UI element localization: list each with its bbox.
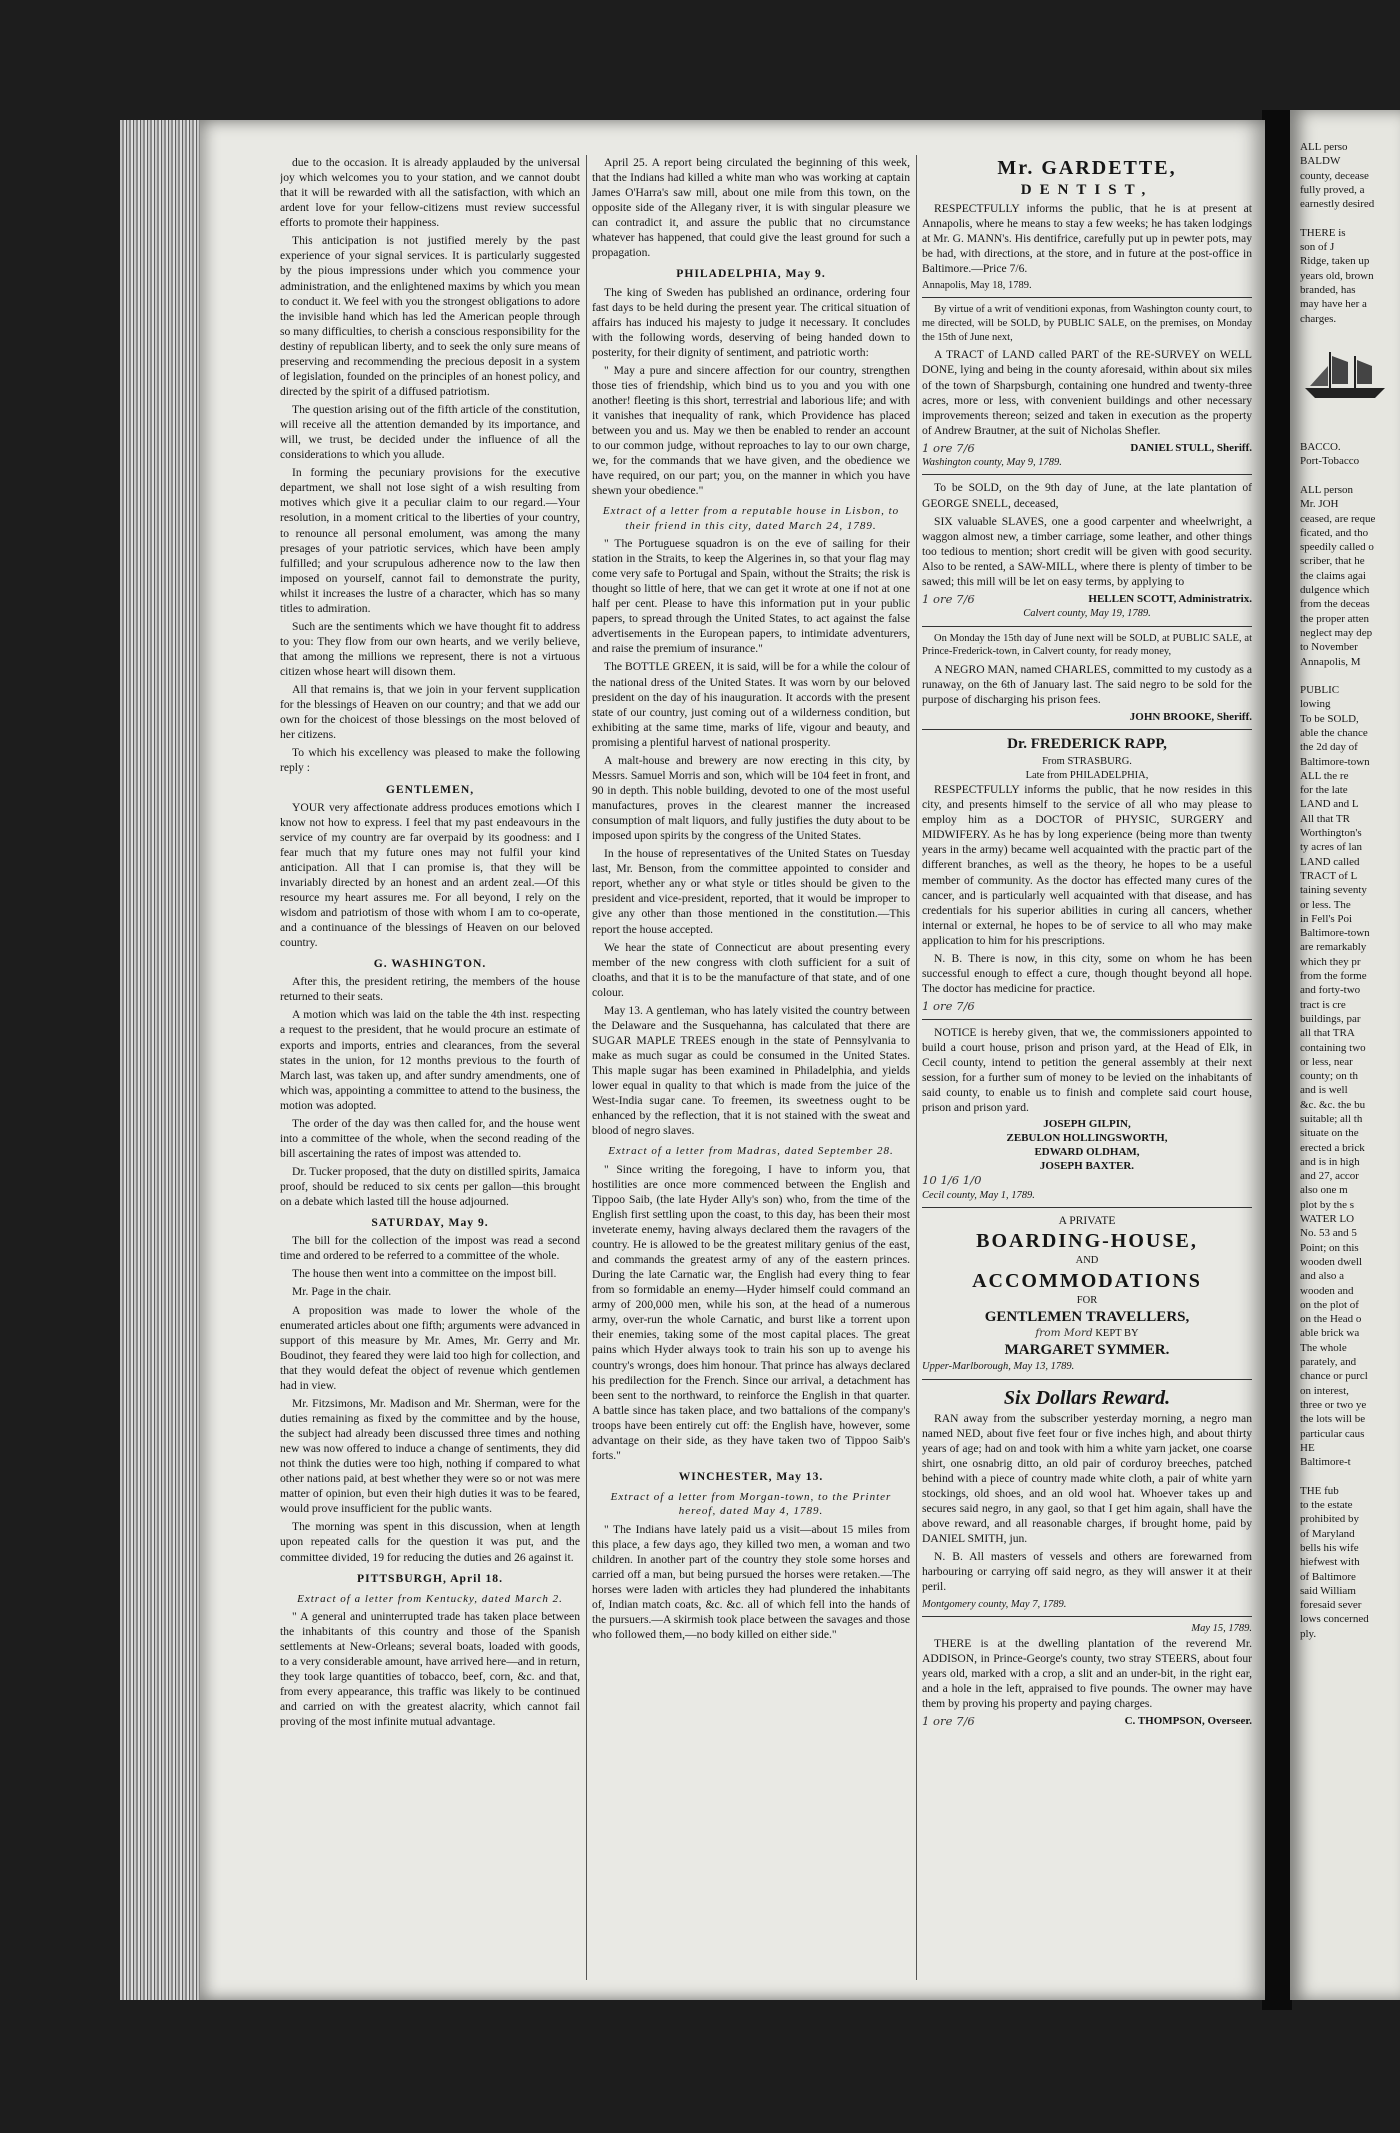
ad-stull-body: By virtue of a writ of venditioni exponas, from Washington county court, to me directed, will be SOLD, by PUBLIC SALE, on the premises, on Monday the 15th of June next, — [922, 304, 1252, 343]
facing-page-line: the claims agai — [1300, 569, 1366, 582]
ad-charles-body: On Monday the 15th day of June next will be SOLD, at PUBLIC SALE, at Prince-Frederick-town, in Calvert county, for ready money, — [922, 632, 1252, 658]
ad-stull-signature: DANIEL STULL, Sheriff. — [1130, 441, 1252, 454]
commissioner-name: EDWARD OLDHAM, — [1034, 1145, 1140, 1158]
extract-madras: Extract of a letter from Madras, dated September 28. — [608, 1145, 894, 1158]
ad-snell-slaves: SIX valuable SLAVES, one a good carpenter and wheelwright, a waggon almost new, a timber carriage, some leather, and other things too tedious to mention; short credit will be given with good security. Also to be rented, a SAW-MILL, where there is plenty of timber to be sawed; this mill will be let on easy terms, by applying to — [922, 514, 1252, 588]
facing-page-line: TRACT of L — [1300, 869, 1358, 882]
facing-page-line: hiefwest with — [1300, 1556, 1360, 1569]
facing-page-line: charges. — [1300, 312, 1337, 325]
facing-page-line: lowing — [1300, 698, 1331, 711]
divider — [922, 1616, 1252, 1617]
facing-page-line: ty acres of lan — [1300, 841, 1362, 854]
paragraph: The house then went into a committee on the impost bill. — [292, 1267, 557, 1281]
paragraph: Dr. Tucker proposed, that the duty on distilled spirits, Jamaica proof, should be reduced to six cents per gallon—this brought on a debate which lasted till the house adjourned. — [280, 1165, 580, 1209]
facing-page-line: PUBLIC — [1300, 684, 1340, 697]
facing-page-line: buildings, par — [1300, 1012, 1361, 1025]
gutter — [1262, 110, 1292, 2010]
facing-page-line — [1300, 1469, 1395, 1483]
facing-page-line: Ridge, taken up — [1300, 255, 1370, 268]
heading-saturday: SATURDAY, May 9. — [371, 1216, 489, 1230]
facing-page-line: To be SOLD, — [1300, 712, 1359, 725]
paragraph: The bill for the collection of the impost was read a second time and ordered to be referred to a committee of the whole. — [280, 1234, 580, 1263]
paragraph: Such are the sentiments which we have thought fit to address to you: They flow from our own hearts, and we verily believe, that among the millions we represent, there is not a virtuous citizen whose heart will disown them. — [280, 619, 580, 679]
column-1 — [280, 155, 580, 1980]
paragraph: May 13. A gentleman, who has lately visited the country between the Delaware and the Susquehanna, has calculated that there are SUGAR MAPLE TREES enough in the state of Pennsylvania to make as much sugar as could be consumed in the United States. This maple sugar has been examined in Philadelphia, and yields lower equal in quality to that which is made from the juice of the West-India sugar cane. To freemen, its sweetness ought to be enhanced by the reflection, that it is not stained with the sweat and blood of negro slaves. — [592, 1003, 910, 1138]
facing-page-line: LAND called — [1300, 855, 1360, 868]
ad-notice-date: Cecil county, May 1, 1789. — [922, 1189, 1035, 1201]
boarding-line — [922, 1327, 1252, 1341]
facing-page-line: ficated, and tho — [1300, 526, 1369, 539]
facing-page-line: and forty-two — [1300, 984, 1361, 997]
facing-page-line: particular caus — [1300, 1427, 1365, 1440]
facing-page-line: earnestly desired — [1300, 198, 1375, 211]
facing-page-line: of Maryland — [1300, 1527, 1355, 1540]
ad-reward-nb: N. B. All masters of vessels and others are forewarned from harbouring or carrying off said negro, as they will answer it at their peril. — [922, 1550, 1252, 1594]
paragraph: " The Portuguese squadron is on the eve of sailing for their station in the Straits, to keep the Algerines in, so that your flag may come very safe to Portugal and Spain, without the Straits; the risk is thought so little of here, that we can get it wrote at one if not at one half per cent. Please to have this information put in your public papers, to spread through the United States, to act against the false advertisements in the European papers, to intimidate adventurers, and raise the premium of insurance." — [592, 536, 910, 656]
facing-page-line: which they pr — [1300, 955, 1361, 968]
facing-page-line: county, decease — [1300, 169, 1369, 182]
facing-page-line: said William — [1300, 1584, 1356, 1597]
facing-page-line: erected a brick — [1300, 1141, 1365, 1154]
heading-pittsburgh: PITTSBURGH, April 18. — [357, 1571, 503, 1585]
facing-page-line: The whole — [1300, 1341, 1347, 1354]
facing-page-line: THERE is — [1300, 226, 1346, 239]
divider — [922, 729, 1252, 730]
facing-page-line: taining seventy — [1300, 884, 1367, 897]
paragraph: The BOTTLE GREEN, it is said, will be for a while the colour of the national dress of the United States. It was worn by our beloved president on the day of his inauguration. It accords with the present state of our country, just coming out of a wilderness condition, but exhibiting at the same time, marks of life, vigour and beauty, and promising a plentiful harvest of national prosperity. — [592, 660, 910, 749]
ad-gardette-date: Annapolis, May 18, 1789. — [922, 279, 1032, 291]
paragraph: Mr. Fitzsimons, Mr. Madison and Mr. Sherman, were for the duties remaining as fixed by the committee and by the house, the subject had already been discussed three times and nothing new was now offered to induce a change of sentiments, they did not think the duties were too high, nothing if compared to what other nations paid, at best whether they were so or not was mere matter of opinion, but even their high duties it was to be feared, would prove insufficient for the public wants. — [280, 1396, 580, 1516]
heading-winchester: WINCHESTER, May 13. — [678, 1469, 824, 1483]
divider — [922, 1019, 1252, 1020]
boarding-kept-by: KEPT BY — [1095, 1328, 1139, 1339]
facing-page-line — [1300, 669, 1395, 683]
facing-page-line — [1300, 469, 1395, 483]
facing-page-line — [1300, 426, 1395, 440]
boarding-line: GENTLEMEN TRAVELLERS, — [984, 1308, 1190, 1325]
facing-page-line: three or two ye — [1300, 1398, 1367, 1411]
column-rule — [916, 155, 917, 1980]
facing-page-line: and 27, accor — [1300, 1170, 1359, 1183]
facing-page-line: No. 53 and 5 — [1300, 1227, 1357, 1240]
divider — [922, 297, 1252, 298]
divider — [922, 1207, 1252, 1208]
facing-page-line: ceased, are reque — [1300, 512, 1376, 525]
divider — [922, 1379, 1252, 1380]
facing-page-line: Point; on this — [1300, 1241, 1359, 1254]
paragraph: We hear the state of Connecticut are about presenting every member of the new congress with cloth sufficient for a suit of cloaths, and that it is to be the manufacture of that state, and of one colour. — [592, 940, 910, 999]
paragraph: " May a pure and sincere affection for our country, strengthen those ties of friendship, which bind us to you and you with one another! fleeting is this short, terrestrial and laborious life; and with it vanishes that inequality of rank, which Providence has placed between you and us. May we then be enabled to render an account to our common judge, without reproaches to lay to our own charge, we, for the commands that we have given, and the obedience we have required, on our part; you, on the manner in which you have shewn your obedience." — [592, 363, 910, 498]
paragraph: All that remains is, that we join in your fervent supplication for the blessings of Heaven on our country; and that we add our own for the choicest of those blessings on the most beloved of her citizens. — [280, 683, 580, 742]
commissioner-name: JOSEPH BAXTER. — [1039, 1159, 1135, 1172]
facing-page-line: containing two — [1300, 1041, 1366, 1054]
handwritten-note: 1 ore 7/6 — [922, 1714, 975, 1729]
facing-page-line: to November — [1300, 641, 1358, 654]
facing-page-line: on the Head o — [1300, 1313, 1362, 1326]
facing-page-line: Port-Tobacco — [1300, 455, 1360, 468]
facing-page-line: of Baltimore — [1300, 1570, 1356, 1583]
facing-page-line: lows concerned — [1300, 1613, 1369, 1626]
facing-page-line: THE fub — [1300, 1484, 1339, 1497]
heading-philadelphia: PHILADELPHIA, May 9. — [676, 267, 826, 281]
column-3-advertisements — [922, 155, 1252, 1980]
ad-stull-tract: A TRACT of LAND called PART of the RE-SURVEY on WELL DONE, lying and being in the county aforesaid, within about six miles of the town of Sharpsburgh, containing one hundred and twenty-three acres, more or less, with convenient buildings and other necessary improvements thereon; seized and taken in execution as the property of Andrew Brautner, at the suit of Nicholas Shefler. — [922, 348, 1252, 437]
ad-rapp-body: RESPECTFULLY informs the public, that he now resides in this city, and presents himself to the service of all who may please to employ him as a DOCTOR of PHYSIC, SURGERY and MIDWIFERY. As he has by long experience (being more than twenty years in the army) became well acquainted with the practic part of the different branches, as well as the theory, he hopes to be a useful member of community. As the doctor has effected many cures of the cancer, and is particularly well acquainted with that disease, and has credentials for his superior abilities in curing all cancers, whether internal or external, he hopes to be of service to all who may make application to him for his prescriptions. — [922, 783, 1252, 947]
ad-gardette-title: Mr. GARDETTE, — [997, 157, 1177, 179]
paragraph: due to the occasion. It is already applauded by the universal joy which welcomes you to your station, and we cannot doubt that it will be rewarded with all the satisfaction, with which an ardent love for your fellow-citizens must review successful efforts to promote their happiness. — [280, 156, 580, 230]
facing-page-line: all that TRA — [1300, 1027, 1355, 1040]
ad-rapp-title: Dr. FREDERICK RAPP, — [1007, 736, 1167, 753]
facing-page-line: chance or purcl — [1300, 1370, 1368, 1383]
facing-page-line: situate on the — [1300, 1127, 1359, 1140]
facing-page-line: the 2d day of — [1300, 741, 1358, 754]
divider — [922, 474, 1252, 475]
paragraph: This anticipation is not justified merely by the past experience of your signal services. It is particularly suggested by the pious impressions under which you commence your administration, and the enlightened maxims by which you mean to conduct it. We feel with you the strongest obligations to adore the invisible hand which has led the American people through so many difficulties, to cherish a conscious responsibility for the destiny of republican liberty, and to seek the only sure means of preserving and recommending the precious deposit in a system of legislation, founded on the principles of an honest policy, and directed by the spirit of a diffused patriotism. — [280, 234, 580, 398]
ad-snell-signature: HELLEN SCOTT, Administratrix. — [1088, 592, 1252, 605]
facing-page-line: to the estate — [1300, 1499, 1353, 1512]
signature-washington: G. WASHINGTON. — [373, 957, 487, 971]
facing-page-line: on the plot of — [1300, 1298, 1359, 1311]
paragraph: The question arising out of the fifth article of the constitution, will receive all the attention demanded by its importance, and will, we trust, be decided under the influence of all the considerations to which you allude. — [280, 403, 580, 462]
paragraph: " A general and uninterrupted trade has taken place between the inhabitants of this country and those of the Spanish settlements at New-Orleans; several boats, loaded with goods, to a very considerable amount, have arrived here—and in return, they took large quantities of tobacco, beef, corn, &c. and that, from every appearance, this traffic was likely to be continued and carried on with the greatest alacrity, which cannot fail proving of the most infinite mutual advantage. — [280, 1609, 580, 1729]
facing-page-line: fully proved, a — [1300, 183, 1365, 196]
facing-page-line: scriber, that he — [1300, 555, 1365, 568]
handwritten-note: from Mord — [1035, 1327, 1093, 1339]
paragraph: A malt-house and brewery are now erecting in this city, by Messrs. Samuel Morris and son, which will be 104 feet in front, and 90 in depth. This noble building, devoted to one of the most useful manufactures, proves in the clearest manner the increased consumption of malt liquors, and fully justifies the duty about to be imposed upon spirits by the congress of the United States. — [592, 753, 910, 843]
facing-page-line: years old, brown — [1300, 269, 1374, 282]
facing-page-line: ply. — [1300, 1627, 1317, 1640]
paragraph: In forming the pecuniary provisions for the executive department, we shall not lose sight of a wish resulting from motives which give it a peculiar claim to our regard.—Your resolution, in a moment critical to the liberties of your country, to renounce all personal emolument, was among the many presages of your patriotic services, which have been amply fulfilled; and your scrupulous adherence now to the law then imposed on yourself, cannot fail to demonstrate the purity, whilst it increases the lustre of a character, which has so many titles to admiration. — [280, 466, 580, 615]
facing-page-line: in Fell's Poi — [1300, 912, 1353, 925]
facing-page-line: and is well — [1300, 1084, 1348, 1097]
facing-page-line: on interest, — [1300, 1384, 1349, 1397]
facing-page-column — [1300, 140, 1395, 1641]
facing-page-line: WATER LO — [1300, 1213, 1355, 1226]
facing-page-line: HE — [1300, 1441, 1315, 1454]
paragraph: The king of Sweden has published an ordinance, ordering four fast days to be held during the present year. The critical situation of affairs has induced his majesty to judge it necessary. It concludes with the following words, deserving of being handed down to posterity, for their dignity of sentiment, and patriotic worth: — [592, 285, 910, 359]
facing-page-line: and is in high — [1300, 1155, 1360, 1168]
facing-page-line: All that TR — [1300, 812, 1350, 825]
boarding-line: A PRIVATE — [1058, 1214, 1116, 1228]
book-edge — [120, 120, 210, 2000]
paragraph: The morning was spent in this discussion, when at length upon repeated calls for the question it was put, and the committee divided, 19 for reducing the duties and 26 against it. — [280, 1520, 580, 1564]
ad-notice-names — [922, 1118, 1252, 1173]
facing-page-line: ALL the re — [1300, 769, 1349, 782]
facing-page-line — [1300, 211, 1395, 225]
ad-reward-date: Montgomery county, May 7, 1789. — [922, 1598, 1067, 1610]
paragraph: The order of the day was then called for, and the house went into a committee of the whole, when the second reading of the bill ascertaining the rates of impost was attended to. — [280, 1116, 580, 1160]
facing-page-line: ALL perso — [1300, 141, 1348, 153]
ad-rapp-nb: N. B. There is now, in this city, some on whom he has been successful enough to effect a cure, though thought beyond all hope. The doctor has medicine for practice. — [922, 951, 1252, 995]
facing-page-line: ALL person — [1300, 483, 1354, 496]
facing-page-line: prohibited by — [1300, 1513, 1359, 1526]
ship-icon — [1300, 346, 1390, 401]
facing-page-line: wooden dwell — [1300, 1255, 1363, 1268]
ad-stull-date: Washington county, May 9, 1789. — [922, 456, 1062, 468]
facing-page-line: tract is cre — [1300, 998, 1346, 1011]
paragraph: A proposition was made to lower the whole of the enumerated articles about one fifth; arguments were advanced in support of this measure by Mr. Ames, Mr. Gerry and Mr. Boudinot, they feared they were laid too high for collection, and that they would defeat the object of revenue which gentlemen had in view. — [280, 1303, 580, 1392]
paragraph: April 25. A report being circulated the beginning of this week, that the Indians had killed a white man who was working at captain James O'Harra's saw mill, about one mile from this town, on the opposite side of the Allegany river, it is with singular pleasure we can contradict it, and assure the public that no circumstance whatever has happened, that could give the least ground for such a propagation. — [592, 156, 910, 260]
ad-gardette-subtitle: DENTIST, — [1020, 182, 1154, 198]
paragraph: " Since writing the foregoing, I have to inform you, that hostilities are once more commenced between the English and Tippoo Saib, (the late Hyder Ally's son) who, from the time of the English first settling upon the coast, to this day, has been their most inveterate enemy, having always declared them the ravagers of the country. He is allowed to be the greatest military genius of the east, and commands the greatest army of any of the eastern princes. During the late Carnatic war, the English had every thing to fear from so formidable an enemy—Hyder himself could command an army of 200,000 men, while his son, at the head of a numerous army, over-run the whole Carnatic, and burst like a torrent upon their enemies, taking some of the most capital places. The great pains which Hyder always took to train his son up to avenge his country's wrongs, does him honour. That prince has always declared his predilection for the French. Since our arrival, a detachment has been sent to the northward, to reinforce the English in that quarter. A battle since has taken place, and two battalions of the company's troops have been entirely cut off: the English have, however, some advantage on their side, as they have taken two of Tippoo Saib's forts." — [592, 1162, 910, 1462]
facing-page-line: Worthington's — [1300, 827, 1362, 840]
ad-snell-body: To be SOLD, on the 9th day of June, at the late plantation of GEORGE SNELL, deceased, — [922, 481, 1252, 510]
column-rule — [586, 155, 587, 1980]
newspaper-page — [200, 120, 1265, 2000]
boarding-line: AND — [1075, 1255, 1099, 1267]
boarding-line: MARGARET SYMMER. — [1004, 1341, 1170, 1358]
ad-gardette-body: RESPECTFULLY informs the public, that he is at present at Annapolis, where he means to stay a few weeks; he has taken lodgings at Mr. G. MANN's. His dentifrice, carefully put up in pewter pots, may be had, with directions, at the store, and in future at the post-office in Baltimore.—Price 7/6. — [922, 201, 1252, 275]
facing-page-line: the proper atten — [1300, 612, 1370, 625]
facing-page-line: able brick wa — [1300, 1327, 1360, 1340]
facing-page-line: dulgence which — [1300, 584, 1370, 597]
facing-page-line: plot by the s — [1300, 1198, 1355, 1211]
commissioner-name: JOSEPH GILPIN, — [1043, 1118, 1131, 1131]
paragraph: To which his excellency was pleased to make the following reply : — [280, 746, 580, 775]
facing-page-line: foresaid sever — [1300, 1599, 1362, 1612]
facing-page-line: speedily called o — [1300, 541, 1374, 554]
facing-page-line: BALDW — [1300, 155, 1341, 168]
facing-page-line — [1300, 326, 1395, 340]
ad-charles-signature: JOHN BROOKE, Sheriff. — [1129, 711, 1252, 724]
paragraph: A motion which was laid on the table the 4th inst. respecting a request to the president, that he would procure an estimate of exports and imports, entries and clearances, from the several states in the union, for 12 months previous to the fourth of March last, was taken up, and after sundry amendments, one of which was, appointing a committee to attend to the business, the motion was adopted. — [280, 1008, 580, 1112]
facing-page-line: Baltimore-t — [1300, 1456, 1351, 1469]
handwritten-note: 1 ore 7/6 — [922, 591, 975, 606]
facing-page-line: neglect may dep — [1300, 626, 1373, 639]
facing-page-line: or less, near — [1300, 1055, 1353, 1068]
facing-page-line: branded, has — [1300, 283, 1356, 296]
ad-steers-date: May 15, 1789. — [1191, 1623, 1252, 1635]
heading-gentlemen: GENTLEMEN, — [385, 782, 475, 796]
facing-page-line: county; on th — [1300, 1070, 1359, 1083]
ad-reward-title: Six Dollars Reward. — [1003, 1386, 1171, 1409]
divider — [922, 626, 1252, 627]
facing-page-line: Baltimore-town — [1300, 755, 1370, 768]
facing-page-line: &c. &c. the bu — [1300, 1098, 1366, 1111]
facing-page — [1290, 110, 1400, 2000]
facing-page-line: from the forme — [1300, 970, 1367, 983]
handwritten-note: 10 1/6 1/0 — [922, 1173, 982, 1188]
boarding-date: Upper-Marlborough, May 13, 1789. — [922, 1361, 1075, 1373]
paragraph: Mr. Page in the chair. — [292, 1285, 392, 1299]
ad-rapp-from: From STRASBURG. — [1042, 755, 1132, 767]
facing-page-line: Mr. JOH — [1300, 498, 1339, 511]
facing-page-line: may have her a — [1300, 298, 1367, 311]
extract-lisbon: Extract of a letter from a reputable house in Lisbon, to their friend in this city, dated March 24, 1789. — [602, 505, 900, 532]
facing-page-line: and also a — [1300, 1270, 1344, 1283]
boarding-line: FOR — [1076, 1294, 1098, 1306]
facing-page-line: from the deceas — [1300, 598, 1370, 611]
facing-page-line: are remarkably — [1300, 941, 1367, 954]
ad-notice-body: NOTICE is hereby given, that we, the commissioners appointed to build a court house, prison and prison yard, at the Head of Elk, in Cecil county, intend to petition the general assembly at their next session, for a further sum of money to be levied on the inhabitants of said county, to enable us to finish and complete said court house, prison and prison yard. — [922, 1026, 1252, 1115]
ad-steers-body: THERE is at the dwelling plantation of the reverend Mr. ADDISON, in Prince-George's county, two stray STEERS, about four years old, marked with a crop, a slit and an under-bit, in the right ear, and a hole in the left, appraised to five pounds. The owner may have them by proving his property and paying charges. — [922, 1636, 1252, 1711]
column-2 — [592, 155, 910, 1980]
facing-page-line: wooden and — [1300, 1284, 1354, 1297]
facing-page-line: son of J — [1300, 241, 1335, 254]
facing-page-line: or less. The — [1300, 898, 1351, 911]
facing-page-line: bells his wife — [1300, 1541, 1359, 1554]
handwritten-note: 1 ore 7/6 — [922, 440, 975, 455]
ad-steers-signature: C. THOMPSON, Overseer. — [1124, 1715, 1252, 1728]
commissioner-name: ZEBULON HOLLINGSWORTH, — [1006, 1132, 1168, 1145]
paragraph: In the house of representatives of the United States on Tuesday last, Mr. Benson, from the committee appointed to consider and report, whether any or what style or titles should be given to the president and vice-president, reported, that it would be improper to give any other than those mentioned in the constitution.—This report the house accepted. — [592, 847, 910, 936]
facing-page-line: LAND and L — [1300, 798, 1359, 811]
ad-charles-text: A NEGRO MAN, named CHARLES, committed to my custody as a runaway, on the 6th of January last. The said negro to be sold for the purpose of discharging his prison fees. — [922, 662, 1252, 706]
facing-page-line: parately, and — [1300, 1356, 1357, 1369]
ad-snell-date: Calvert county, May 19, 1789. — [1023, 607, 1151, 619]
facing-page-line: BACCO. — [1300, 441, 1341, 454]
facing-page-line: also one m — [1300, 1184, 1348, 1197]
ad-rapp-late: Late from PHILADELPHIA, — [1025, 769, 1149, 781]
extract-morgantown: Extract of a letter from Morgan-town, to the Printer hereof, dated May 4, 1789. — [610, 1491, 892, 1518]
boarding-line: BOARDING-HOUSE, — [976, 1230, 1198, 1253]
facing-page-line: for the late — [1300, 784, 1348, 797]
col1-paras-a — [280, 155, 580, 776]
facing-page-line — [1300, 411, 1395, 425]
facing-page-line: suitable; all th — [1300, 1113, 1363, 1125]
facing-page-line: able the chance — [1300, 726, 1368, 739]
paragraph: After this, the president retiring, the members of the house returned to their seats. — [280, 975, 580, 1004]
paragraph: " The Indians have lately paid us a visit—about 15 miles from this place, a few days ago, they killed two men, a woman and two children. In another part of the country they stole some horses and carried off a man, but being pursued the horses were retaken.—The horses were laden with articles they had plundered the inhabitants of, Indian match coats, &c. &c. all of which fell into the hands of the pursuers.—A skirmish took place between the savages and those who followed them,—no body killed on either side." — [592, 1522, 910, 1642]
facing-page-line: the lots will be — [1300, 1413, 1366, 1426]
extract-pittsburgh: Extract of a letter from Kentucky, dated March 2. — [297, 1592, 563, 1605]
ad-reward-body: RAN away from the subscriber yesterday morning, a negro man named NED, about five feet four or five inches high, and about thirty years of age; had on and took with him a white yarn jacket, one coarse shirt, one osnabrig ditto, an old pair of corduroy breeches, patched behind with a piece of country made white cloth, a pair of white yarn stockings, old shoes, and an old wool hat. Whoever takes up and secures said negro, in any gaol, so that I get him again, shall have the above reward, and all reasonable charges, if brought home, paid by DANIEL SMITH, jun. — [922, 1411, 1252, 1546]
handwritten-note: 1 ore 7/6 — [922, 999, 975, 1014]
facing-page-line: Annapolis, M — [1300, 655, 1361, 668]
boarding-line: ACCOMMODATIONS — [972, 1269, 1202, 1292]
paragraph: YOUR very affectionate address produces emotions which I know not how to express. I feel that my past endeavours in the service of my country are far overpaid by its goodness: and I fear much that my future ones may not fulfil your kind anticipation. All that I can promise is, that they will be invariably directed by an honest and an ardent zeal.—Of this resource my heart assures me. For all beyond, I rely on the wisdom and patriotism of those with whom I am to co-operate, and a continuance of the blessings of Heaven on our beloved country. — [280, 800, 580, 950]
facing-page-line: Baltimore-town — [1300, 927, 1370, 940]
